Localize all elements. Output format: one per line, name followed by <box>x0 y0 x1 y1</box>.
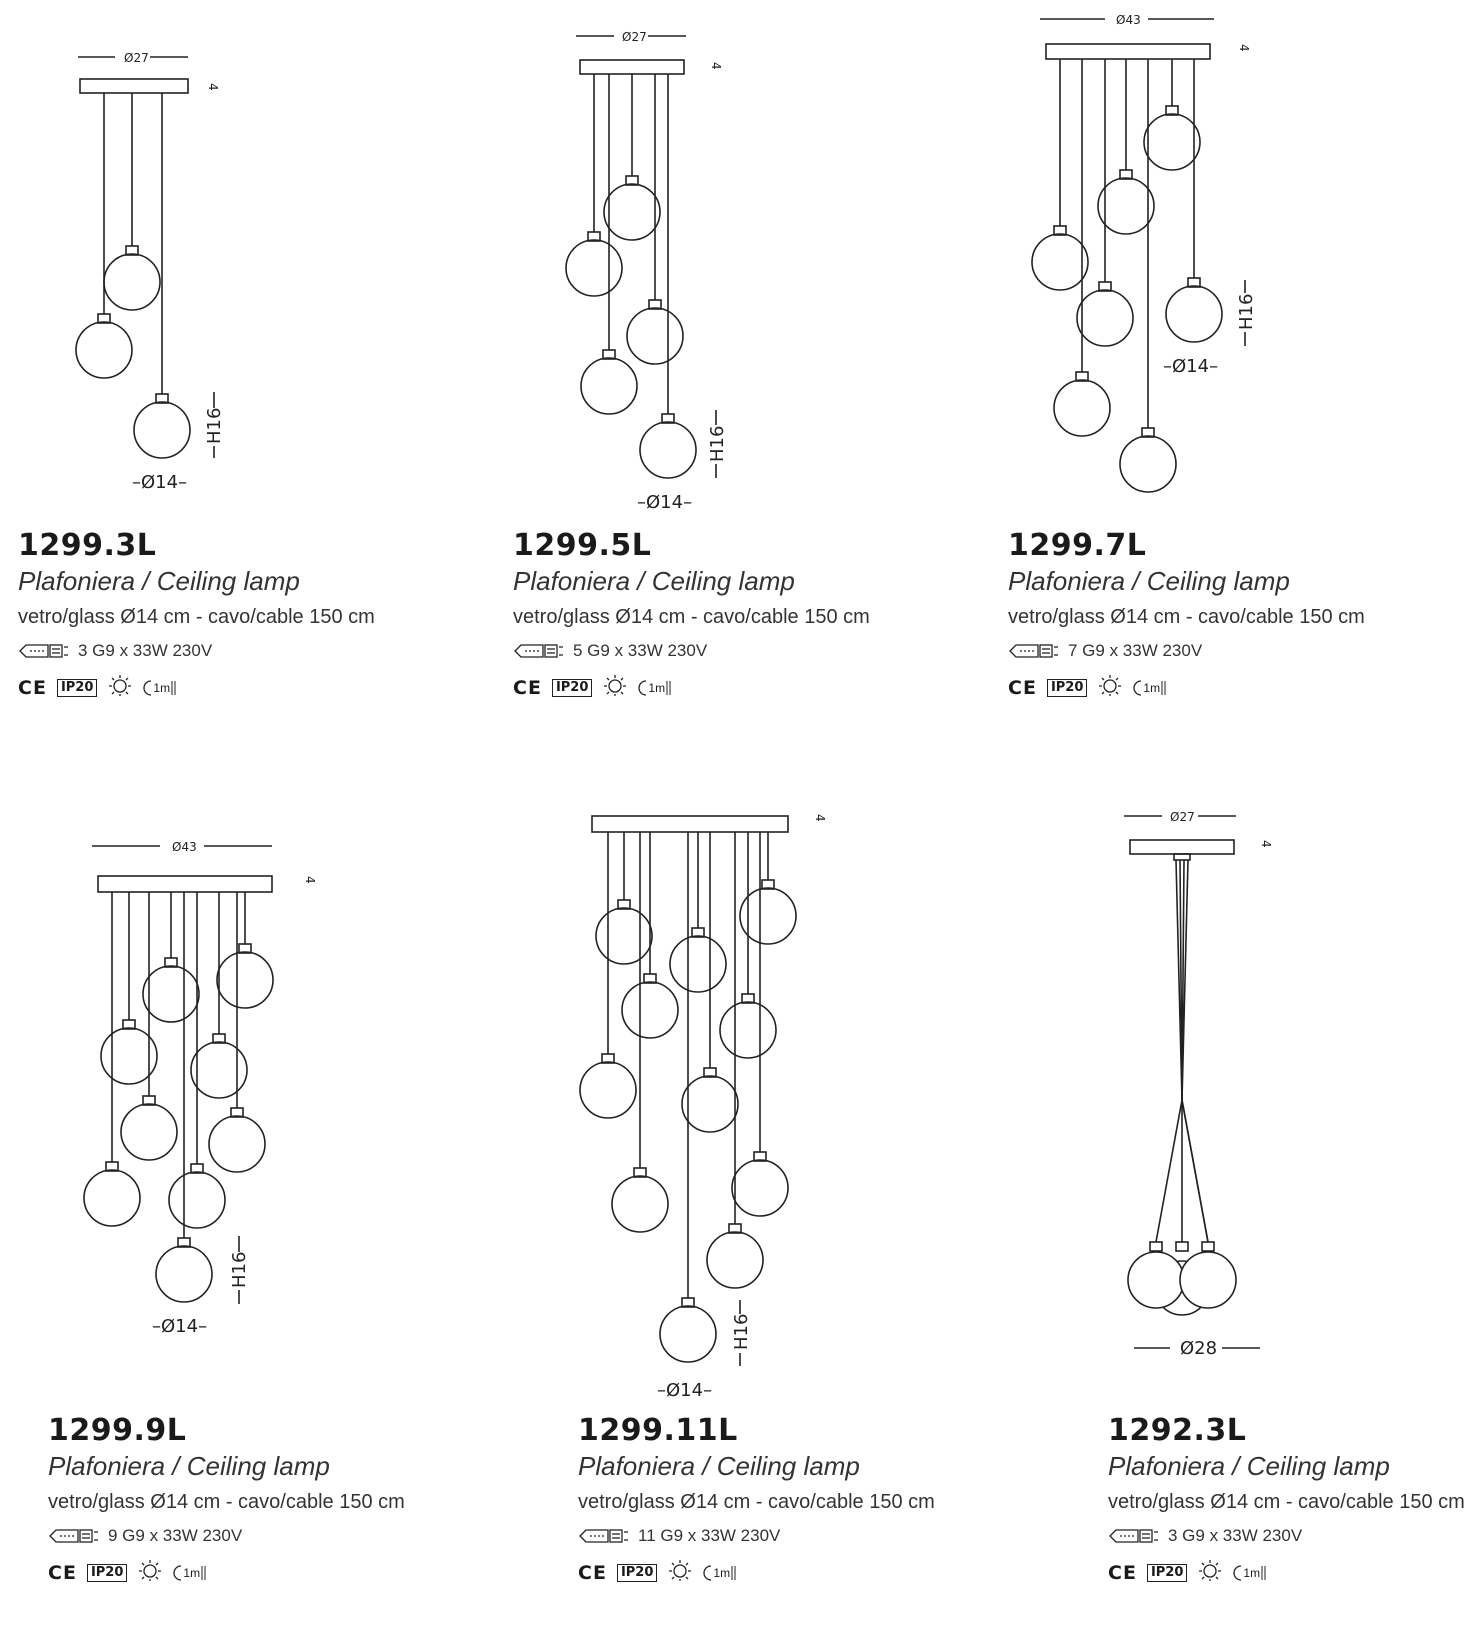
product-spec: vetro/glass Ø14 cm - cavo/cable 150 cm <box>48 1491 405 1513</box>
ip-rating-badge: IP20 <box>1147 1564 1187 1582</box>
dimmable-icon <box>1197 1559 1223 1586</box>
bulb-spec: 7 G9 x 33W 230V <box>1068 641 1203 660</box>
dim-sphere-diameter-text: –Ø14– <box>132 472 188 493</box>
ce-mark-icon: CE <box>1108 1561 1137 1584</box>
g9-bulb-icon <box>48 1528 100 1544</box>
dim-sphere-height-text: H16 <box>204 407 225 444</box>
dim-canopy-text: Ø27 <box>124 51 149 65</box>
dim-sphere-diameter-text: –Ø14– <box>152 1316 208 1337</box>
dim-sphere-height-text: H16 <box>707 425 728 462</box>
g9-bulb-icon <box>1108 1528 1160 1544</box>
ip-rating-badge: IP20 <box>1047 679 1087 697</box>
dim-canopy-text: Ø43 <box>172 840 197 854</box>
dim-canopy-text: Ø27 <box>622 30 647 44</box>
ce-mark-icon: CE <box>513 676 542 699</box>
dim-sphere-diameter-text: –Ø14– <box>1163 356 1219 377</box>
product-code: 1299.7L <box>1008 528 1147 563</box>
product-type: Plafoniera / Ceiling lamp <box>18 566 300 596</box>
dim-canopy-text: Ø27 <box>1170 810 1195 824</box>
cable-length-icon: 1m <box>703 1564 738 1582</box>
product-spec: vetro/glass Ø14 cm - cavo/cable 150 cm <box>18 606 375 628</box>
cable-length-icon: 1m <box>1233 1564 1268 1582</box>
product-info-1299-9l <box>48 1413 405 1586</box>
product-type: Plafoniera / Ceiling lamp <box>578 1451 860 1481</box>
product-code: 1299.11L <box>578 1413 738 1448</box>
product-info-1299-11l <box>578 1413 935 1586</box>
dim-canopy-text: Ø43 <box>1116 13 1141 27</box>
product-spec: vetro/glass Ø14 cm - cavo/cable 150 cm <box>1008 606 1365 628</box>
dim-canopy-height-text: 4 <box>206 83 220 91</box>
product-type: Plafoniera / Ceiling lamp <box>1008 566 1290 596</box>
dim-sphere-height-text: H16 <box>229 1251 250 1288</box>
dim-canopy-height-text: 4 <box>709 62 723 70</box>
ce-mark-icon: CE <box>48 1561 77 1584</box>
product-code: 1292.3L <box>1108 1413 1247 1448</box>
cable-length-icon: 1m <box>173 1564 208 1582</box>
product-code: 1299.5L <box>513 528 652 563</box>
bulb-spec: 5 G9 x 33W 230V <box>573 641 708 660</box>
product-info-1292-3l <box>1108 1413 1465 1586</box>
dimmable-icon <box>667 1559 693 1586</box>
ip-rating-badge: IP20 <box>57 679 97 697</box>
product-spec: vetro/glass Ø14 cm - cavo/cable 150 cm <box>513 606 870 628</box>
ce-mark-icon: CE <box>18 676 47 699</box>
dim-cluster-diameter-text: Ø28 <box>1180 1338 1218 1359</box>
dim-canopy-height-text: 4 <box>1237 44 1251 52</box>
dim-sphere-diameter-text: –Ø14– <box>657 1380 713 1401</box>
ce-mark-icon: CE <box>1008 676 1037 699</box>
ip-rating-badge: IP20 <box>617 1564 657 1582</box>
ce-mark-icon: CE <box>578 1561 607 1584</box>
dim-sphere-diameter-text: –Ø14– <box>637 492 693 513</box>
product-type: Plafoniera / Ceiling lamp <box>1108 1451 1390 1481</box>
cable-length-icon: 1m <box>1133 679 1168 697</box>
ip-rating-badge: IP20 <box>552 679 592 697</box>
product-code: 1299.9L <box>48 1413 187 1448</box>
product-type: Plafoniera / Ceiling lamp <box>48 1451 330 1481</box>
dim-canopy-height-text: 4 <box>813 814 827 822</box>
cable-length-icon: 1m <box>638 679 673 697</box>
dim-sphere-height-text: H16 <box>1236 293 1257 330</box>
cable-length-icon: 1m <box>143 679 178 697</box>
dimmable-icon <box>137 1559 163 1586</box>
g9-bulb-icon <box>578 1528 630 1544</box>
product-spec: vetro/glass Ø14 cm - cavo/cable 150 cm <box>1108 1491 1465 1513</box>
dim-sphere-height-text: H16 <box>731 1313 752 1350</box>
bulb-spec: 3 G9 x 33W 230V <box>1168 1526 1303 1545</box>
product-code: 1299.3L <box>18 528 157 563</box>
product-spec: vetro/glass Ø14 cm - cavo/cable 150 cm <box>578 1491 935 1513</box>
bulb-spec: 9 G9 x 33W 230V <box>108 1526 243 1545</box>
ip-rating-badge: IP20 <box>87 1564 127 1582</box>
dim-canopy-height-text: 4 <box>1259 840 1273 848</box>
dim-canopy-height-text: 4 <box>303 876 317 884</box>
product-type: Plafoniera / Ceiling lamp <box>513 566 795 596</box>
bulb-spec: 3 G9 x 33W 230V <box>78 641 213 660</box>
bulb-spec: 11 G9 x 33W 230V <box>638 1526 781 1545</box>
